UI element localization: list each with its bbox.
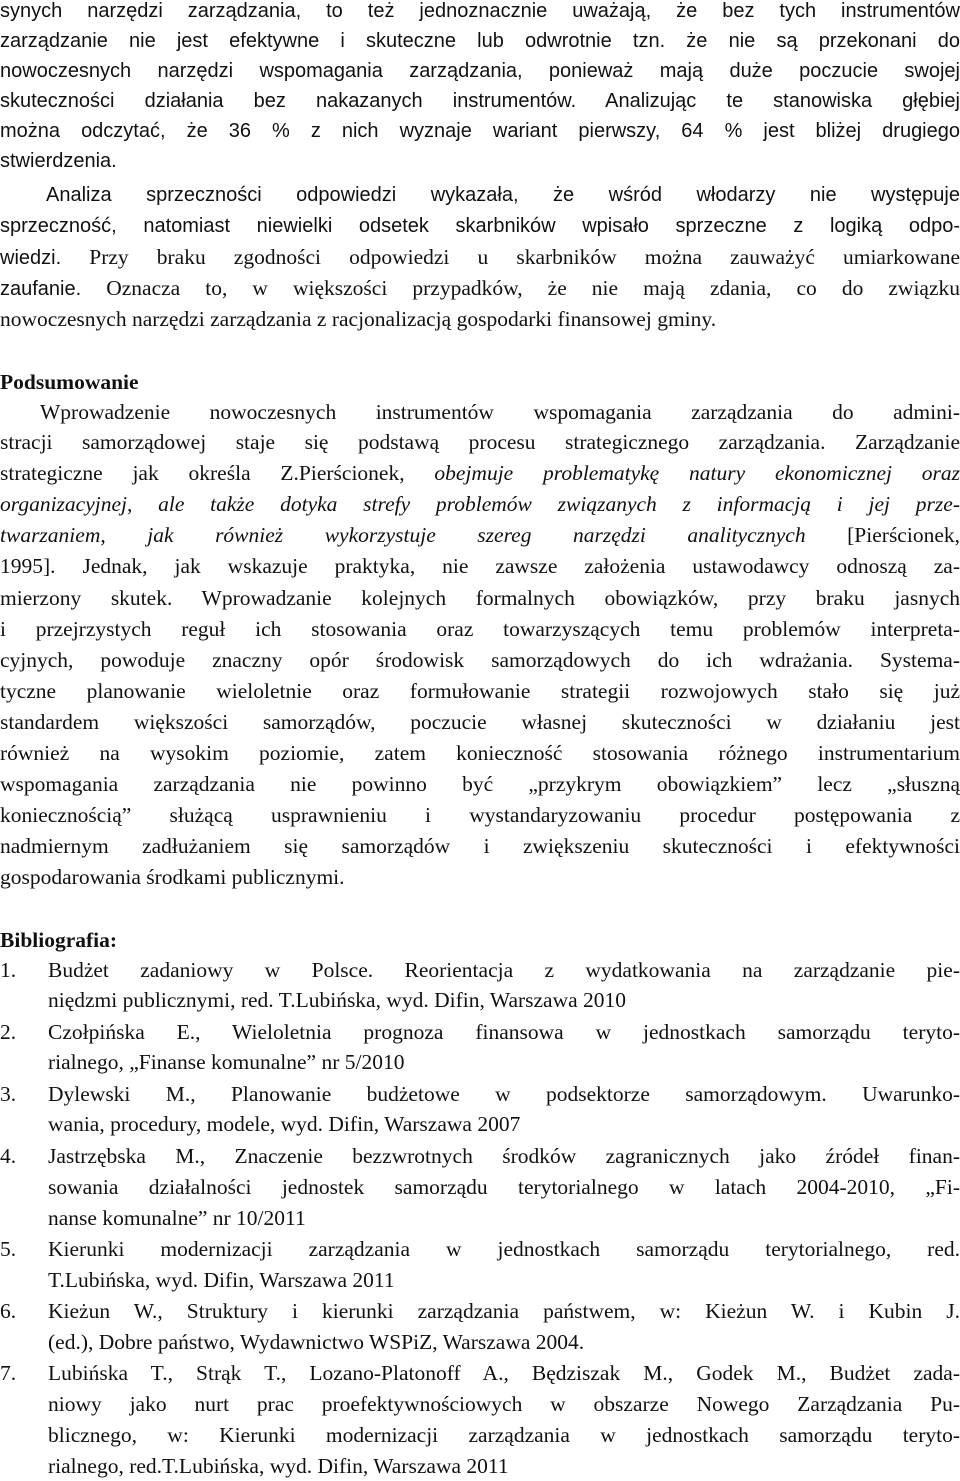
bibliography-number: 7. xyxy=(0,1361,17,1385)
paragraph-line xyxy=(0,242,960,273)
paragraph-line: można odczytać, że 36 % z nich wyznaje wariant pierwszy, 64 % jest bliżej drugiego xyxy=(0,120,960,142)
paragraph-line: nowoczesnych narzędzi wspomagania zarządzania, ponieważ mają duże poczucie swojej xyxy=(0,60,960,82)
paragraph-line: zarządzanie nie jest efektywne i skuteczne lub odwrotnie tzn. że nie są przekonani do xyxy=(0,30,960,52)
bibliography-line: blicznego, w: Kierunki modernizacji zarządzania w jednostkach samorządu teryto- xyxy=(48,1423,960,1447)
summary-line: wspomagania zarządzania nie powinno być „przykrym obowiązkiem” lecz „słuszną xyxy=(0,772,960,796)
summary-line: organizacyjnej, ale także dotyka strefy problemów związanych z informacją i jej prze- xyxy=(0,492,960,516)
bibliography-line: rialnego, „Finanse komunalne” nr 5/2010 xyxy=(48,1050,405,1074)
summary-line: również na wysokim poziomie, zatem konieczność stosowania różnego instrumentarium xyxy=(0,741,960,765)
bibliography-line: niędzmi publicznymi, red. T.Lubińska, wyd. Difin, Warszawa 2010 xyxy=(48,988,627,1012)
summary-line: stracji samorządowej staje się podstawą procesu strategicznego zarządzania. Zarządzanie xyxy=(0,430,960,454)
bibliography-line: rialnego, red.T.Lubińska, wyd. Difin, Warszawa 2011 xyxy=(48,1454,509,1478)
quote-fragment: twarzaniem, jak również wykorzystuje szereg narzędzi analitycznych xyxy=(0,523,806,547)
bibliography-line: wania, procedury, modele, wyd. Difin, Warszawa 2007 xyxy=(48,1112,521,1136)
bibliography-number: 4. xyxy=(0,1144,17,1168)
quote-fragment: obejmuje problematykę natury ekonomicznej oraz xyxy=(404,461,960,485)
paragraph-fragment: wiedzi. xyxy=(0,247,62,269)
paragraph-line: stwierdzenia. xyxy=(0,150,117,172)
bibliography-line: Lubińska T., Strąk T., Lozano-Platonoff A., Będziszak M., Godek M., Budżet zada- xyxy=(48,1361,960,1385)
bibliography-number: 6. xyxy=(0,1299,17,1323)
paragraph-fragment: zaufanie. xyxy=(0,278,82,300)
bibliography-number: 2. xyxy=(0,1020,17,1044)
summary-line xyxy=(0,458,960,488)
paragraph-line: nowoczesnych narzędzi zarządzania z racjonalizacją gospodarki finansowej gminy. xyxy=(0,307,717,331)
paragraph-fragment: Oznacza to, w większości przypadków, że nie mają zdania, co do związku xyxy=(81,276,960,300)
summary-line: cyjnych, powoduje znaczny opór środowisk samorządowych do ich wdrażania. Systema- xyxy=(0,648,960,672)
bibliography-line: sowania działalności jednostek samorządu terytorialnego w latach 2004-2010, „Fi- xyxy=(48,1175,960,1199)
summary-line: standardem większości samorządów, poczucie własnej skuteczności w działaniu jest xyxy=(0,710,960,734)
bibliography-number: 1. xyxy=(0,958,17,982)
bibliography-line: Budżet zadaniowy w Polsce. Reorientacja z wydatkowania na zarządzanie pie- xyxy=(48,958,960,982)
summary-line: nadmiernym zadłużaniem się samorządów i zwiększeniu skuteczności i efektywności xyxy=(0,834,960,858)
summary-line: mierzony skutek. Wprowadzanie kolejnych formalnych obowiązków, przy braku jasnych xyxy=(0,586,960,610)
paragraph-line: Analiza sprzeczności odpowiedzi wykazała, że wśród włodarzy nie występuje xyxy=(46,184,960,206)
summary-line: 1995]. Jednak, jak wskazuje praktyka, nie zawsze założenia ustawodawcy odnoszą za- xyxy=(0,554,960,578)
bibliography-line: niowy jako nurt prac proefektywnościowych w obszarze Nowego Zarządzania Pu- xyxy=(48,1392,960,1416)
paragraph-line xyxy=(0,273,960,304)
section-heading-summary: Podsumowanie xyxy=(0,370,139,394)
summary-line: koniecznością” służącą usprawnieniu i wystandaryzowaniu procedur postępowania z xyxy=(0,803,960,827)
bibliography-number: 5. xyxy=(0,1237,17,1261)
section-heading-bibliography: Bibliografia: xyxy=(0,928,118,952)
bibliography-line: (ed.), Dobre państwo, Wydawnictwo WSPiZ, Warszawa 2004. xyxy=(48,1330,585,1354)
citation-fragment: [Pierścionek, xyxy=(805,523,960,547)
summary-fragment: strategiczne jak określa Z.Pierścionek, xyxy=(0,461,405,485)
paragraph-line: skuteczności działania bez nakazanych instrumentów. Analizując te stanowiska głębiej xyxy=(0,90,960,112)
bibliography-line: Jastrzębska M., Znaczenie bezzwrotnych środków zagranicznych jako źródeł finan- xyxy=(48,1144,960,1168)
bibliography-line: Czołpińska E., Wieloletnia prognoza finansowa w jednostkach samorządu teryto- xyxy=(48,1020,960,1044)
bibliography-line: nanse komunalne” nr 10/2011 xyxy=(48,1206,306,1230)
paragraph-line: synych narzędzi zarządzania, to też jednoznacznie uważają, że bez tych instrumentów xyxy=(0,0,960,22)
summary-line: gospodarowania środkami publicznymi. xyxy=(0,865,345,889)
summary-line xyxy=(0,520,960,550)
bibliography-number: 3. xyxy=(0,1082,17,1106)
bibliography-line: T.Lubińska, wyd. Difin, Warszawa 2011 xyxy=(48,1268,395,1292)
paragraph-line: sprzeczność, natomiast niewielki odsetek skarbników wpisało sprzeczne z logiką odpo- xyxy=(0,215,960,237)
summary-line: Wprowadzenie nowoczesnych instrumentów wspomagania zarządzania do admini- xyxy=(40,400,960,424)
summary-line: i przejrzystych reguł ich stosowania oraz towarzyszących temu problemów interpreta- xyxy=(0,617,960,641)
paragraph-fragment: Przy braku zgodności odpowiedzi u skarbników można zauważyć umiarkowane xyxy=(61,245,960,269)
bibliography-line: Kierunki modernizacji zarządzania w jednostkach samorządu terytorialnego, red. xyxy=(48,1237,960,1261)
summary-line: tyczne planowanie wieloletnie oraz formułowanie strategii rozwojowych stało się już xyxy=(0,679,960,703)
bibliography-line: Dylewski M., Planowanie budżetowe w podsektorze samorządowym. Uwarunko- xyxy=(48,1082,960,1106)
bibliography-line: Kieżun W., Struktury i kierunki zarządzania państwem, w: Kieżun W. i Kubin J. xyxy=(48,1299,960,1323)
